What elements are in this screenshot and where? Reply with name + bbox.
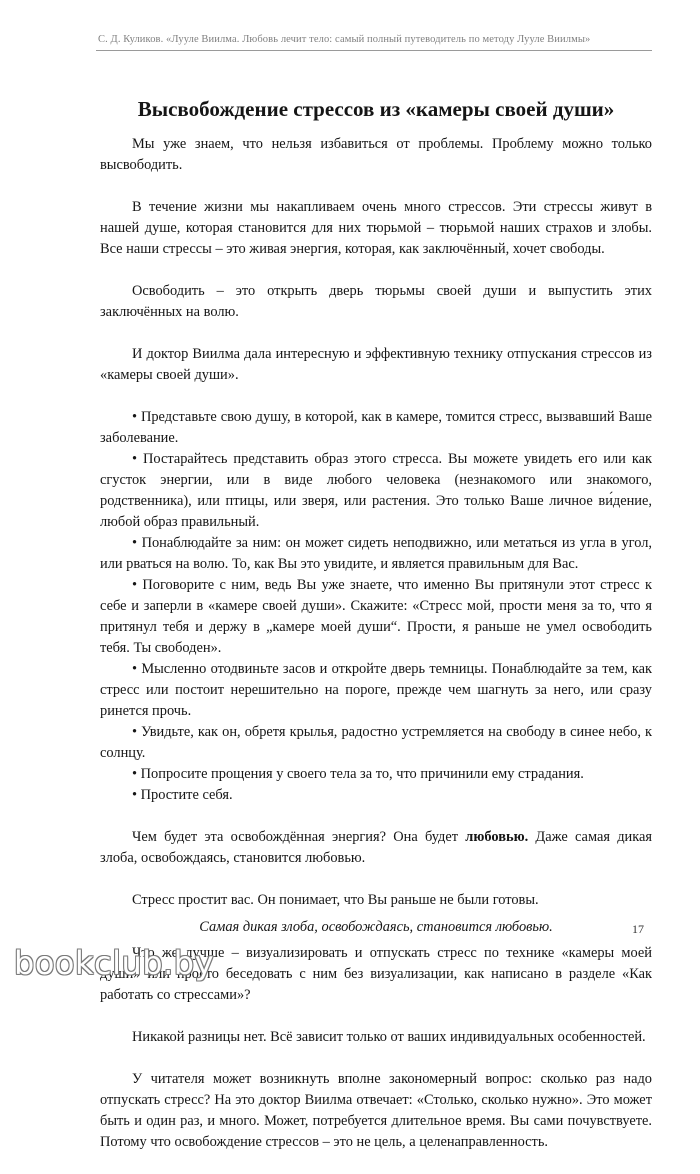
energy-bold-word: любовью. [465,829,529,845]
bullet-icon: • [132,535,138,551]
page-number: 17 [632,922,644,936]
step-text: Увидьте, как он, обретя крылья, радостно устремляется на свободу в синее небо, к солнцу. [100,724,652,761]
step-text: Представьте свою душу, в которой, как в камере, томится стресс, вызвавший Ваше заболевание. [100,409,652,446]
bullet-icon: • [132,787,138,803]
list-item [100,449,652,533]
bullet-icon: • [132,409,138,425]
chapter-title: Высвобождение стрессов из «камеры своей души» [137,97,615,121]
step-text: Мысленно отодвиньте засов и откройте дверь темницы. Понаблюдайте за тем, как стресс или постоит нерешительно на пороге, прежде чем шагнуть за него, или сразу ринется прочь. [100,661,653,719]
bullet-icon: • [132,577,138,593]
technique-steps-list [100,407,652,806]
intro-paragraph: Мы уже знаем, что нельзя избавиться от проблемы. Проблему можно только высвободить. [100,136,652,173]
step-text: Простите себя. [140,787,233,803]
step-text: Постарайтесь представить образ этого стресса. Вы можете увидеть его или как сгусток энергии, или в виде любого человека (незнакомого или знакомого, родственника), или птицы, или зверя, или растения. Это только Ваше личное ви́дение, любой образ правильный. [100,451,652,530]
intro-paragraph: Освободить – это открыть дверь тюрьмы своей души и выпустить этих заключённых на волю. [100,283,652,320]
list-item [100,533,652,575]
step-text: Поговорите с ним, ведь Вы уже знаете, что именно Вы притянули этот стресс к себе и заперли в «камере своей души». Скажите: «Стресс мой, прости меня за то, что я притянул тебя и держу в „камере моей души“. Прости, я раньше не умел освободить тебя. Ты свободен». [100,577,652,656]
list-item [100,785,652,806]
stress-forgives-paragraph: Стресс простит вас. Он понимает, что Вы раньше не были готовы. [132,892,539,908]
watermark-logo: bookclub.by [14,944,214,982]
bullet-icon: • [132,724,138,740]
list-item [100,722,652,764]
step-text: Понаблюдайте за ним: он может сидеть неподвижно, или метаться из угла в угол, или рваться на волю. То, как Вы это увидите, и является правильным для Вас. [100,535,652,572]
intro-paragraph: И доктор Виилма дала интересную и эффективную технику отпускания стрессов из «камеры своей души». [100,346,652,383]
outro-paragraph: У читателя может возникнуть вполне закономерный вопрос: сколько раз надо отпускать стресс? На это доктор Виилма отвечает: «Столько, сколько нужно». Это может быть и один раз, и много. Может, потребуется длительное время. Вы сами почувствуете. Потому что освобождение стрессов – это не цель, а целенаправленность. [100,1071,652,1150]
intro-paragraph: В течение жизни мы накапливаем очень много стрессов. Эти стрессы живут в нашей душе, которая становится для них тюрьмой – тюрьмой наших страхов и злобы. Все наши стрессы – это живая энергия, которая, как заключённый, хочет свободы. [100,199,652,257]
header-rule [96,50,652,51]
outro-paragraph: Никакой разницы нет. Всё зависит только от ваших индивидуальных особенностей. [132,1029,646,1045]
energy-text-after: Даже самая дикая злоба, освобождаясь, становится любовью. [100,829,653,866]
list-item [100,407,652,449]
page-body [100,134,652,1174]
outro-paragraph: Что же лучше – визуализировать и отпускать стресс по технике «камеры моей души» или просто беседовать с ним без визуализации, как написано в разделе «Как работать со стрессами»? [100,945,652,1003]
running-head: С. Д. Куликов. «Лууле Виилма. Любовь лечит тело: самый полный путеводитель по методу Лууле Виилмы» [98,34,591,45]
list-item [100,764,652,785]
list-item [100,575,652,659]
step-text: Попросите прощения у своего тела за то, что причинили ему страдания. [140,766,584,782]
energy-paragraph [100,827,652,869]
energy-text-before: Чем будет эта освобождённая энергия? Она будет [132,829,466,845]
list-item [100,659,652,722]
bullet-icon: • [132,451,138,467]
bullet-icon: • [132,661,138,677]
italic-quote: Самая дикая злоба, освобождаясь, становится любовью. [199,919,553,935]
bullet-icon: • [132,766,138,782]
